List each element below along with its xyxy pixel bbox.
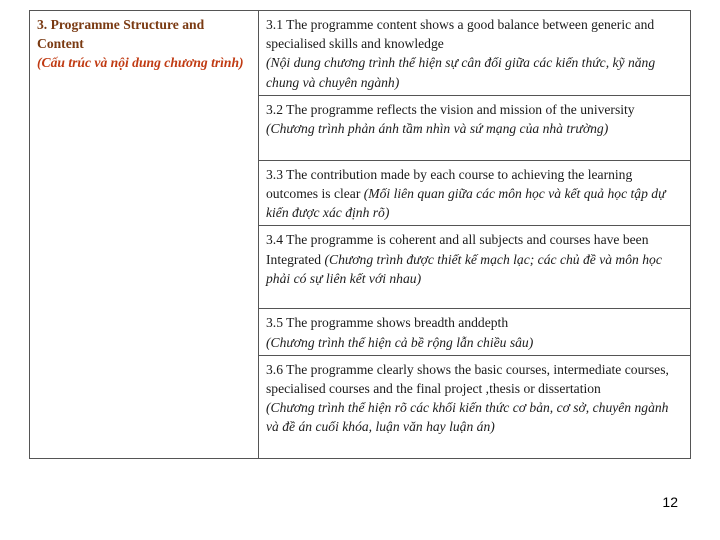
table-row bbox=[30, 11, 691, 96]
criterion-cell-3-4 bbox=[259, 226, 691, 309]
criterion-cell-3-2 bbox=[259, 95, 691, 160]
criterion-text-vi: (Mối liên quan giữa các môn học và kết quả học tập dự kiến được xác định rõ) bbox=[266, 186, 666, 221]
page-number: 12 bbox=[662, 494, 678, 510]
criterion-cell-3-1 bbox=[259, 11, 691, 96]
criterion-cell-3-3 bbox=[259, 160, 691, 226]
criterion-text-en-cont: Integrated bbox=[266, 251, 325, 267]
criterion-text-vi: (Chương trình thể hiện rõ các khối kiến thức cơ bản, cơ sở, chuyên ngành và đề án cuối khóa, luận văn hay luận án) bbox=[266, 400, 669, 435]
section-title-vi: (Cấu trúc và nội dung chương trình) bbox=[37, 55, 244, 71]
criterion-text-en: 3.1 The programme content shows a good balance between generic and specialised skills and knowledge bbox=[266, 17, 655, 52]
section-heading-cell bbox=[30, 11, 259, 459]
criterion-text-vi: (Chương trình phản ánh tầm nhìn và sứ mạng của nhà trường) bbox=[266, 121, 609, 137]
criterion-text-en: 3.4 The programme is coherent and all subjects and courses have been bbox=[266, 232, 649, 248]
criterion-text-vi: (Chương trình thể hiện cả bề rộng lẫn chiều sâu) bbox=[266, 334, 534, 350]
criterion-text-en: 3.6 The programme clearly shows the basic courses, intermediate courses, specialised courses and the final project ,thesis or dissertation bbox=[266, 361, 669, 397]
criterion-text-vi: (Nội dung chương trình thể hiện sự cân đối giữa các kiến thức, kỹ năng chung và chuyên ngành) bbox=[266, 55, 656, 90]
section-title-en: 3. Programme Structure and Content bbox=[37, 17, 205, 52]
criterion-text-vi: (Chương trình được thiết kế mạch lạc; các chủ đề và môn học phải có sự liên kết với nhau) bbox=[266, 251, 662, 286]
criterion-cell-3-5 bbox=[259, 309, 691, 355]
criterion-text-en: 3.3 The contribution made by each course to achieving the learning outcomes is clear bbox=[266, 166, 633, 202]
criterion-text-en: 3.5 The programme shows breadth anddepth bbox=[266, 315, 509, 331]
criterion-text-en: 3.2 The programme reflects the vision and mission of the university bbox=[266, 101, 635, 117]
criterion-cell-3-6 bbox=[259, 355, 691, 458]
criteria-table bbox=[29, 10, 691, 459]
